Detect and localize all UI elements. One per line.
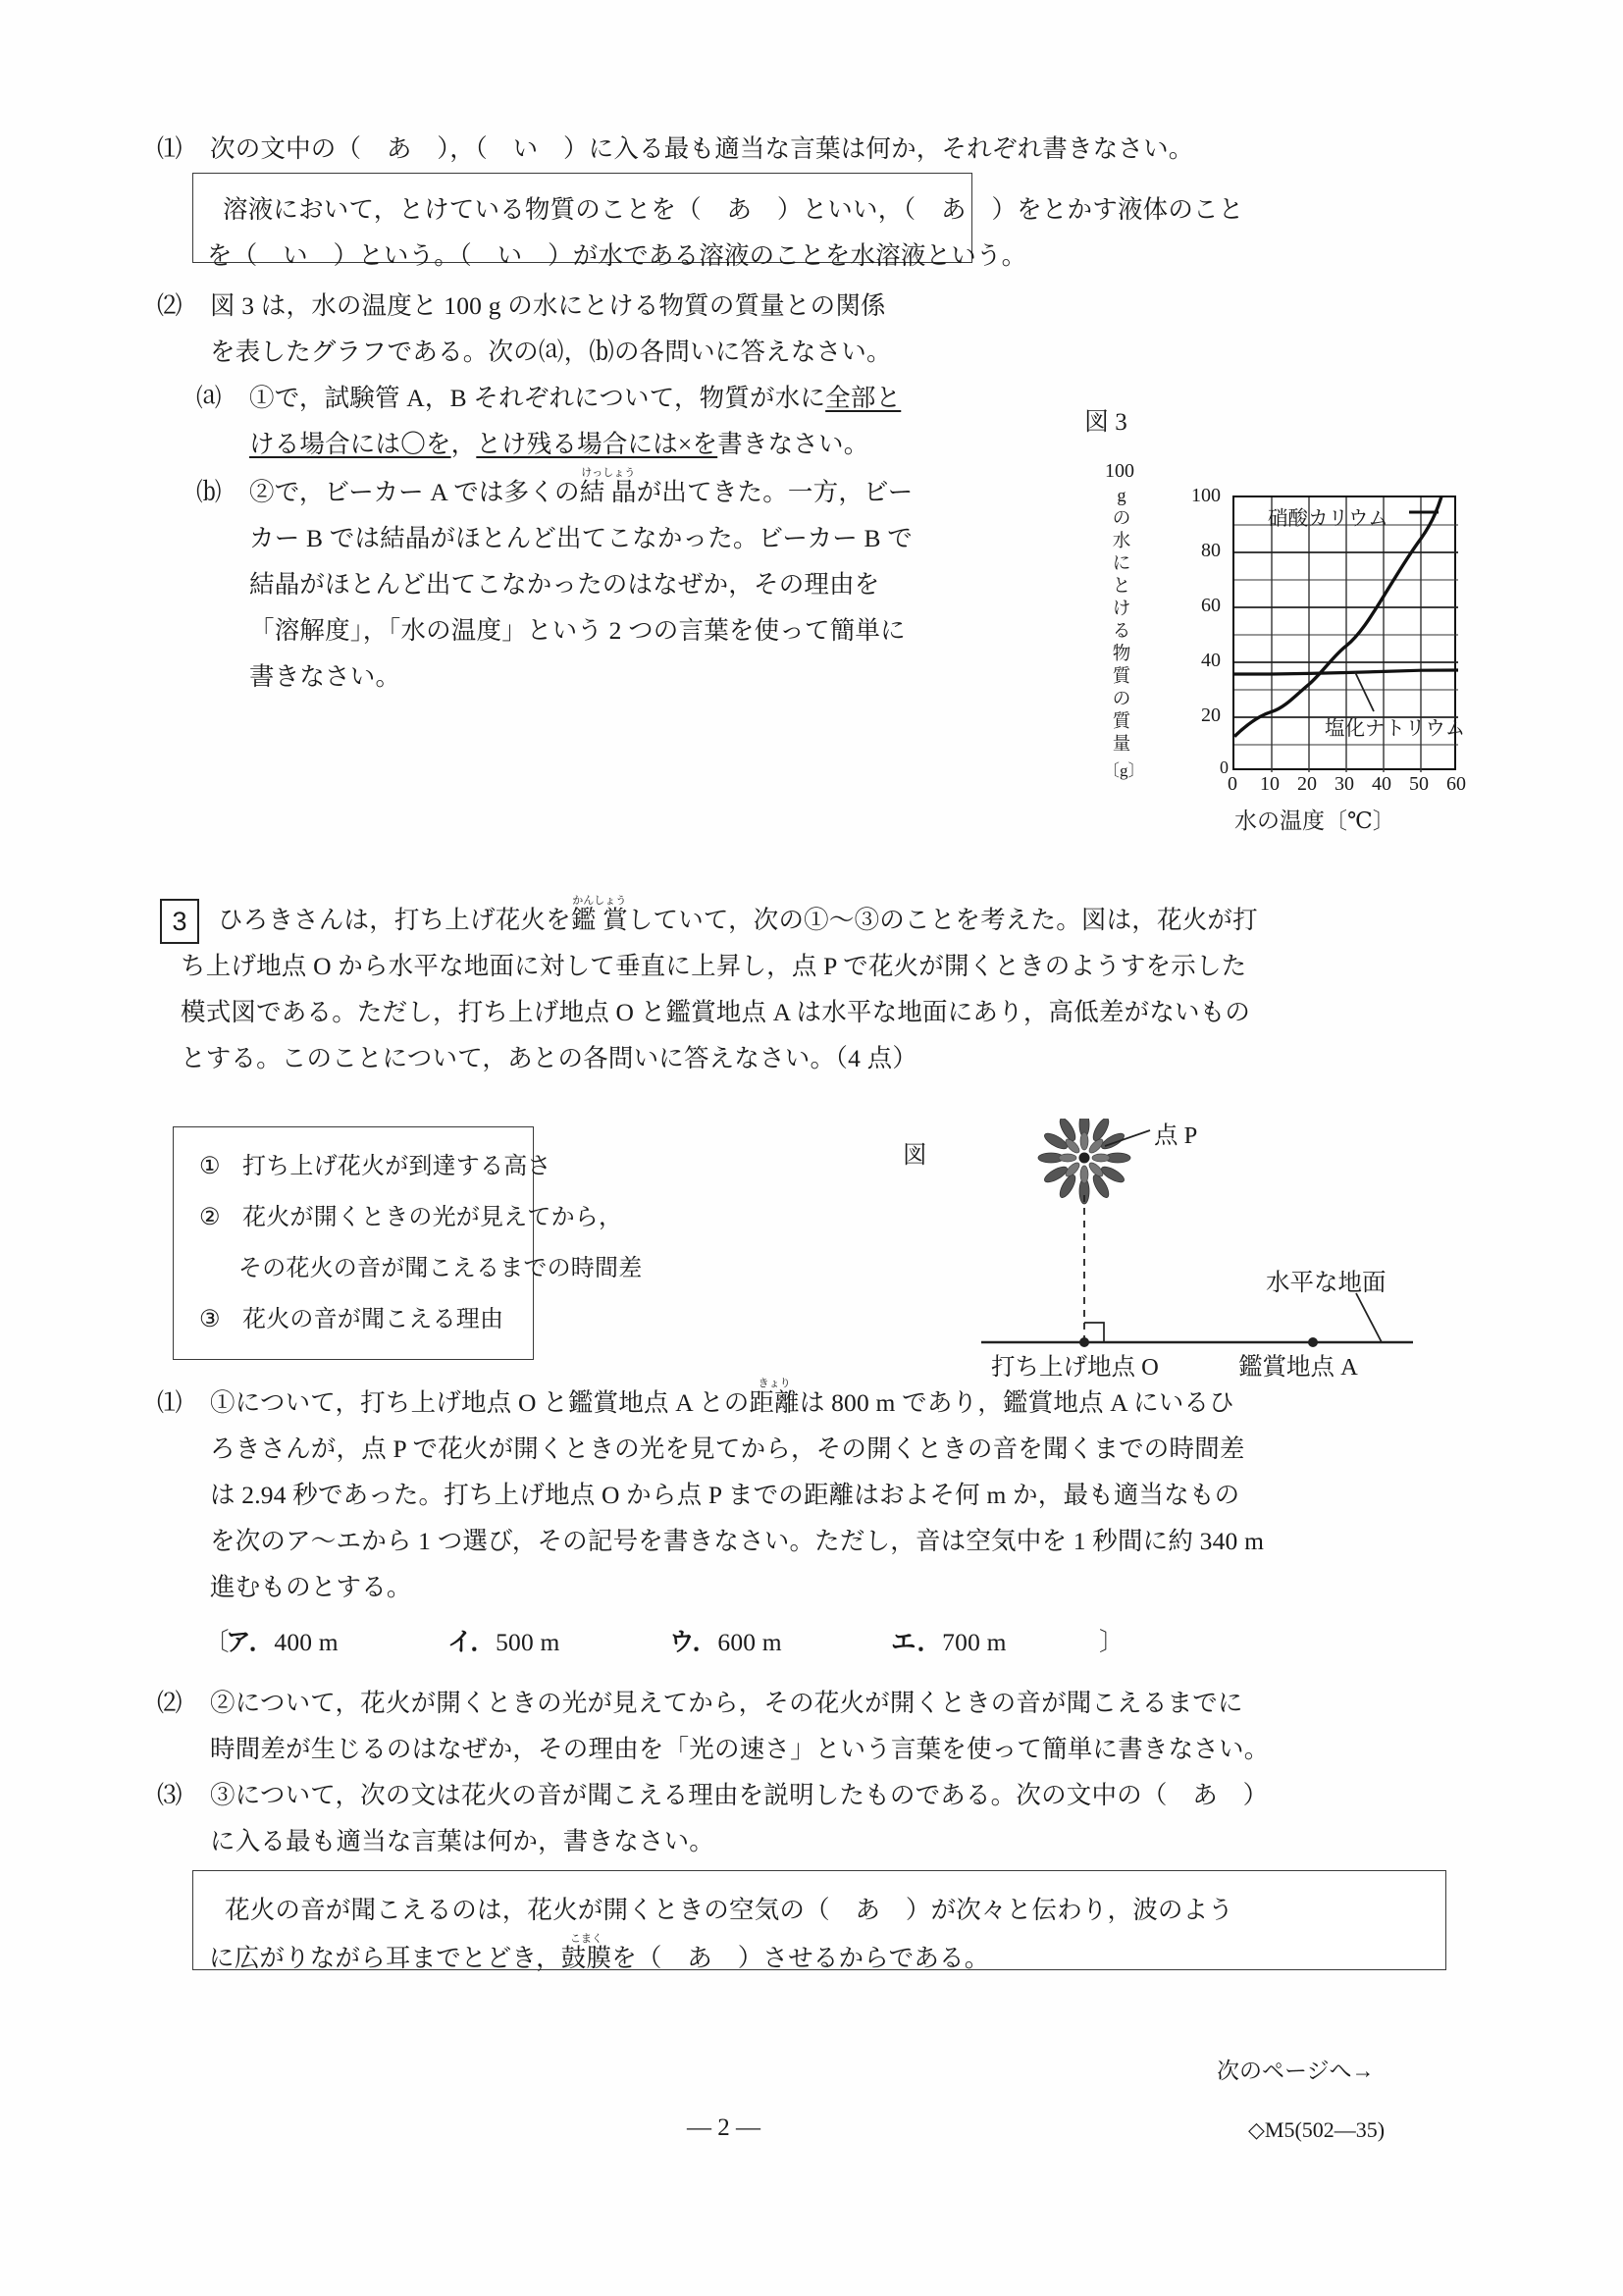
curve-potassium-nitrate: [1234, 497, 1447, 737]
q3-1-line-5: 進むものとする。: [210, 1573, 412, 1601]
item-3-text: 花火の音が聞こえる理由: [242, 1307, 504, 1332]
x-axis-title: 水の温度〔℃〕: [1234, 809, 1395, 833]
q2-2-line-2: を表したグラフである。次の⒜，⒝の各問いに答えなさい。: [210, 338, 892, 366]
figure-3: 図 3 100 g の 水 に と け る 物 質 の 質 量 〔g〕 硝酸カリウム 塩化ナトリウム 100 80 60 40 20 0 0 10 20 30 40 50 60 水の温度〔℃〕: [1079, 412, 1492, 824]
y-tick-20: 20: [1201, 704, 1221, 726]
q3-1-line-1-b: は 800 m であり，鑑賞地点 A にいるひ: [799, 1388, 1234, 1417]
q2-1-answer-box: [192, 173, 1244, 270]
q3-2-line-2: 時間差が生じるのはなぜか，その理由を「光の速さ」という言葉を使って簡単に書きなさい。: [210, 1735, 1270, 1763]
q2-2-b-line-1: [157, 467, 913, 515]
q3-3-line-1-text: ③について，次の文は花火の音が聞こえる理由を説明したものである。次の文中の（ あ ）: [210, 1781, 1269, 1809]
question-2-1: [157, 126, 1194, 172]
q2-1-box-line-2: を（ い ）という。（ い ）が水である溶液のことを水溶液という。: [207, 241, 1027, 270]
q3-1-line-1-a: ①について，打ち上げ地点 O と鑑賞地点 A との: [210, 1388, 750, 1417]
item-1: [174, 1127, 551, 1192]
y-tick-40: 40: [1201, 650, 1221, 671]
question-3-2: [157, 1680, 1269, 1772]
q3-1-marker: ⑴: [157, 1388, 183, 1417]
page-number: — 2 —: [687, 2114, 760, 2141]
item-2-text: 花火が開くときの光が見えてから，: [242, 1205, 623, 1230]
q2-2-marker: ⑵: [157, 291, 183, 320]
q2-2-a-line-1-pre: ①で，試験管 A，B それぞれについて，物質が水に: [249, 384, 826, 412]
q2-2-b-line-2: カー B では結晶がほとんど出てこなかった。ビーカー B で: [249, 524, 913, 552]
q3-2-line-1-text: ②について，花火が開くときの光が見えてから，その花火が開くときの音が聞こえるまでに: [210, 1689, 1243, 1717]
q2-2-a-line-2-post: 書きなさい。: [717, 430, 869, 458]
q2-2-a-line-2-mid: ，: [450, 430, 477, 458]
y-tick-100: 100: [1191, 485, 1221, 506]
q2-2-b-line-3: 結晶がほとんど出てこなかったのはなぜか，その理由を: [249, 570, 880, 599]
item-1-marker: ①: [199, 1154, 221, 1179]
komaku-base: 鼓膜: [560, 1944, 612, 1972]
q2-2-b-line-4: 「溶解度」，「水の温度」という 2 つの言葉を使って簡単に: [249, 616, 906, 645]
figure-3-label: 図 3: [1084, 409, 1127, 436]
y-tick-80: 80: [1201, 540, 1221, 561]
q3-1-line-1: [157, 1378, 1264, 1426]
kyori-ruby: [749, 1378, 800, 1417]
section-3-item-box: [173, 1126, 643, 1360]
intro-line-1-b: していて，次の①～③のことを考えた。図は，花火が打: [627, 906, 1258, 934]
choice-d-label: エ．: [891, 1628, 943, 1656]
kansho-base: 鑑 賞: [570, 906, 628, 934]
q2-2-a-underline-b: とけ残る場合には×を: [476, 430, 718, 458]
kansho-furigana: かんしょう: [570, 895, 628, 907]
q3-1-line-3: は 2.94 秒であった。打ち上げ地点 O から点 P までの距離はおよそ何 m か，最も適当なもの: [210, 1481, 1240, 1509]
section-3-intro: [181, 895, 1258, 1081]
x-tick-10: 10: [1260, 773, 1280, 795]
section-3-intro-line-2: ち上げ地点 O から水平な地面に対して垂直に上昇し，点 P で花火が開くときのようすを示した: [181, 952, 1247, 980]
q2-1-box-line-1: 溶液において，とけている物質のことを（ あ ）といい，（ あ ）をとかす液体のこと: [223, 195, 1244, 224]
choice-d[interactable]: [891, 1619, 1007, 1665]
y-tick-60: 60: [1201, 595, 1221, 616]
q2-2-line-1: [157, 283, 913, 329]
view-point-label: 鑑賞地点 A: [1238, 1354, 1358, 1381]
section-3-intro-line-4: とする。このことについて，あとの各問いに答えなさい。（4 点）: [181, 1044, 918, 1072]
question-3-3: [157, 1772, 1268, 1864]
kessho-ruby: [579, 467, 637, 506]
firework-burst-icon: [1038, 1119, 1130, 1204]
q3-3-line-1: [157, 1772, 1268, 1818]
choice-a-value: 400 m: [274, 1628, 339, 1656]
q2-1-prompt-text: 次の文中の（ あ ），（ い ）に入る最も適当な言葉は何か，それぞれ書きなさい。: [210, 134, 1194, 163]
point-p-label: 点 P: [1154, 1122, 1198, 1149]
komaku-furigana: こまく: [560, 1933, 612, 1945]
choice-d-value: 700 m: [942, 1628, 1007, 1656]
q2-2-a-line-2: [157, 421, 913, 467]
komaku-ruby: [560, 1933, 612, 1972]
kyori-base: 距離: [749, 1388, 800, 1417]
choices-open-bracket: 〔: [204, 1628, 230, 1656]
y-tick-0: 0: [1220, 757, 1229, 777]
q3-1-line-2: ろきさんが，点 P で花火が開くときの光を見てから，その開くときの音を聞くまでの時間差: [210, 1435, 1245, 1463]
kansho-ruby: [570, 895, 628, 934]
choice-c[interactable]: [669, 1619, 782, 1665]
intro-line-1-a: ひろきさんは，打ち上げ花火を: [218, 906, 571, 934]
q3-1-line-4: を次のア～エから 1 つ選び，その記号を書きなさい。ただし，音は空気中を 1 秒間に約 340 m: [210, 1527, 1265, 1555]
fireworks-diagram: [903, 1119, 1452, 1383]
x-tick-20: 20: [1297, 773, 1317, 795]
kessho-furigana: けっしょう: [579, 467, 637, 479]
choice-b-label: イ．: [447, 1628, 497, 1656]
q2-1-prompt: [157, 126, 1194, 172]
item-3-marker: ③: [199, 1307, 221, 1332]
choice-b[interactable]: [447, 1619, 560, 1665]
choice-a-label: ア．: [226, 1628, 275, 1656]
q3-2-line-1: [157, 1680, 1269, 1726]
x-tick-60: 60: [1446, 773, 1466, 795]
q2-2-b-line-1-b: が出てきた。一方，ビー: [636, 478, 914, 506]
label-potassium-nitrate: 硝酸カリウム: [1268, 508, 1388, 530]
point-a-dot: [1308, 1337, 1318, 1347]
ground-label: 水平な地面: [1266, 1270, 1387, 1296]
q3-3-box-line-2-a: に広がりながら耳までとどき，: [209, 1944, 561, 1972]
launch-point-label: 打ち上げ地点 O: [991, 1354, 1159, 1381]
item-2-continuation: その花火の音が聞こえるまでの時間差: [238, 1256, 643, 1281]
q2-2-b-line-1-a: ②で，ビーカー A では多くの: [249, 478, 580, 506]
q2-2-b-marker: ⒝: [196, 478, 222, 506]
choice-c-label: ウ．: [669, 1628, 718, 1656]
q3-3-line-2: に入る最も適当な言葉は何か，書きなさい。: [210, 1827, 715, 1855]
point-o-dot: [1079, 1337, 1089, 1347]
item-1-text: 打ち上げ花火が到達する高さ: [242, 1154, 551, 1179]
fireworks-svg: [903, 1119, 1452, 1383]
sodium-chloride-leader-line: [1355, 672, 1374, 711]
diagram-label: 図: [903, 1142, 927, 1169]
question-2-2: [157, 283, 913, 700]
q2-2-a-marker: ⒜: [196, 384, 222, 412]
q2-2-a-underline-a: ける場合には〇を: [249, 430, 451, 458]
item-2-marker: ②: [199, 1205, 221, 1230]
q2-2-line-1-text: 図 3 は，水の温度と 100 g の水にとける物質の質量との関係: [210, 291, 886, 320]
q3-3-box-line-2: [193, 1933, 1445, 1981]
ground-label-leader-line: [1356, 1293, 1382, 1342]
q2-2-a-line-1-underlined: 全部と: [825, 384, 902, 412]
q3-3-answer-box: [192, 1870, 1446, 1970]
kyori-furigana: きょり: [749, 1378, 800, 1389]
x-tick-30: 30: [1335, 773, 1354, 795]
figure-3-plot-area: [1232, 496, 1466, 770]
section-3-number: 3: [160, 899, 199, 944]
choice-a[interactable]: [226, 1619, 339, 1665]
q3-3-box-line-2-b: を（ あ ）させるからである。: [611, 1944, 990, 1972]
q2-2-a-line-1: [157, 375, 913, 421]
x-tick-40: 40: [1372, 773, 1391, 795]
x-tick-50: 50: [1409, 773, 1429, 795]
q3-3-marker: ⑶: [157, 1781, 183, 1809]
item-2: [174, 1192, 623, 1243]
kessho-base: 結 晶: [579, 478, 637, 506]
q2-1-marker: ⑴: [157, 134, 183, 163]
section-3-intro-line-1: [218, 895, 1258, 943]
q3-3-box-line-1: 花火の音が聞こえるのは，花火が開くときの空気の（ あ ）が次々と伝わり，波のよう: [225, 1896, 1234, 1924]
x-tick-0: 0: [1228, 773, 1237, 795]
section-3-intro-line-3: 模式図である。ただし，打ち上げ地点 O と鑑賞地点 A は水平な地面にあり，高低差がないもの: [181, 998, 1251, 1026]
question-3-1: [157, 1378, 1264, 1610]
choice-b-value: 500 m: [496, 1628, 560, 1656]
form-code: ◇M5(502—35): [1248, 2117, 1386, 2142]
q2-2-b-line-5: 書きなさい。: [249, 662, 401, 691]
choices-close-bracket: 〕: [1099, 1628, 1125, 1656]
next-page-note: 次のページへ→: [1217, 2059, 1375, 2083]
choice-c-value: 600 m: [717, 1628, 782, 1656]
q3-1-choices: [204, 1619, 1125, 1662]
label-sodium-chloride: 塩化ナトリウム: [1325, 718, 1466, 740]
q3-2-marker: ⑵: [157, 1689, 183, 1717]
item-3: [174, 1294, 533, 1345]
